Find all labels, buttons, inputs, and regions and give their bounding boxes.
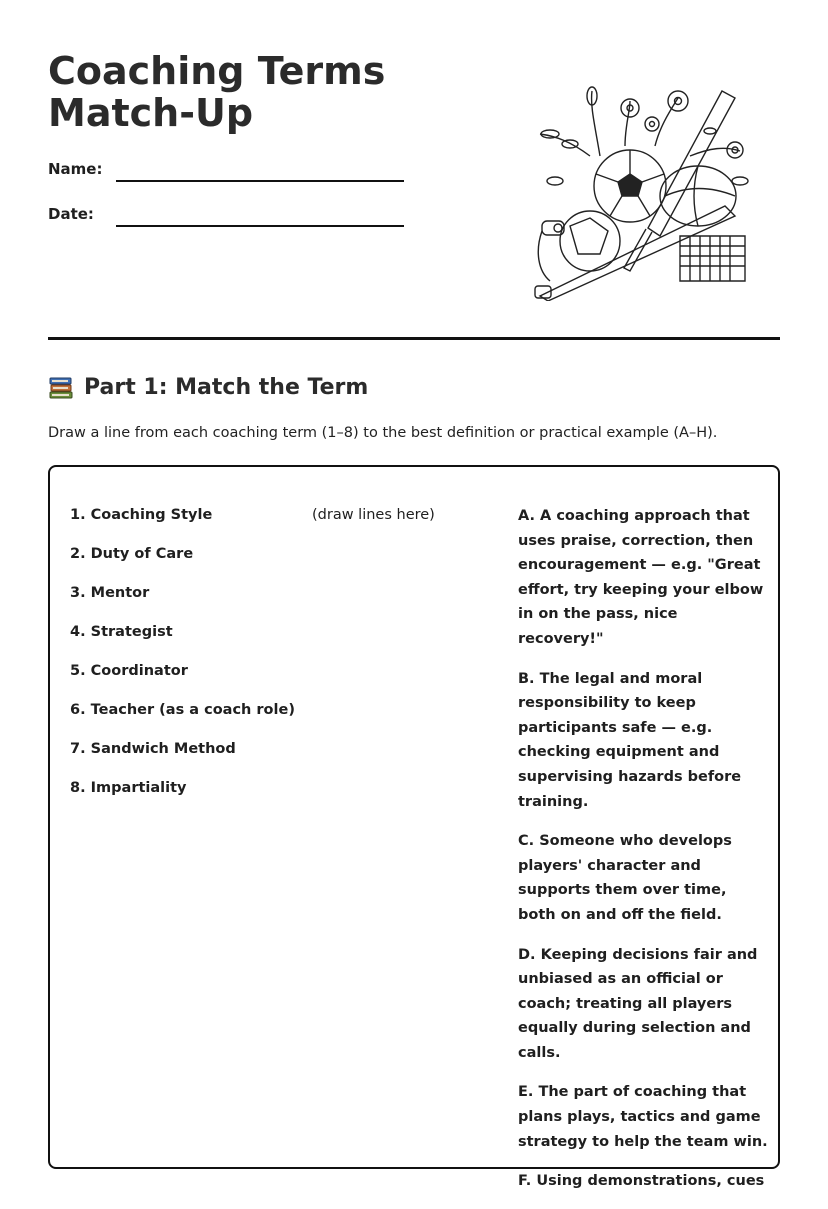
definition-item: F. Using demonstrations, cues xyxy=(518,1173,765,1190)
term-item: 6. Teacher (as a coach role) xyxy=(70,702,295,718)
books-icon xyxy=(48,374,74,400)
draw-lines-area[interactable]: (draw lines here) xyxy=(312,507,435,523)
part1-heading-text: Part 1: Match the Term xyxy=(84,374,369,400)
matching-box xyxy=(48,465,780,1190)
definition-item: B. The legal and moral responsibility to keep participants safe — e.g. checking equipment and supervising hazards before training. xyxy=(518,670,742,810)
term-item: 7. Sandwich Method xyxy=(70,741,236,757)
term-item: 5. Coordinator xyxy=(70,663,188,679)
part1-heading xyxy=(48,374,368,400)
definition-item: C. Someone who develops players' character and supports them over time, both on and off the field. xyxy=(518,833,732,923)
name-line[interactable] xyxy=(116,180,404,182)
term-item: 1. Coaching Style xyxy=(70,507,213,523)
term-item: 3. Mentor xyxy=(70,585,150,601)
part1-instructions: Draw a line from each coaching term (1–8) to the best definition or practical example (A–H). xyxy=(48,425,718,441)
term-item: 4. Strategist xyxy=(70,624,173,640)
term-item: 2. Duty of Care xyxy=(70,546,194,562)
definition-item: E. The part of coaching that plans plays, tactics and game strategy to help the team win. xyxy=(518,1084,768,1150)
date-label: Date: xyxy=(48,205,94,223)
term-item: 8. Impartiality xyxy=(70,780,187,796)
page-title: Coaching Terms Match-Up xyxy=(48,49,386,135)
terms-column xyxy=(70,505,300,817)
definitions-column xyxy=(518,504,768,1209)
section-divider xyxy=(48,337,780,340)
date-line[interactable] xyxy=(116,225,404,227)
definition-item: A. A coaching approach that uses praise, correction, then encouragement — e.g. "Great effort, try keeping your elbow in on the pass, nice recovery!" xyxy=(518,508,764,647)
definition-item: D. Keeping decisions fair and unbiased as an official or coach; treating all players equally during selection and calls. xyxy=(518,946,758,1061)
sports-equipment-illustration xyxy=(530,86,755,301)
name-label: Name: xyxy=(48,160,103,178)
